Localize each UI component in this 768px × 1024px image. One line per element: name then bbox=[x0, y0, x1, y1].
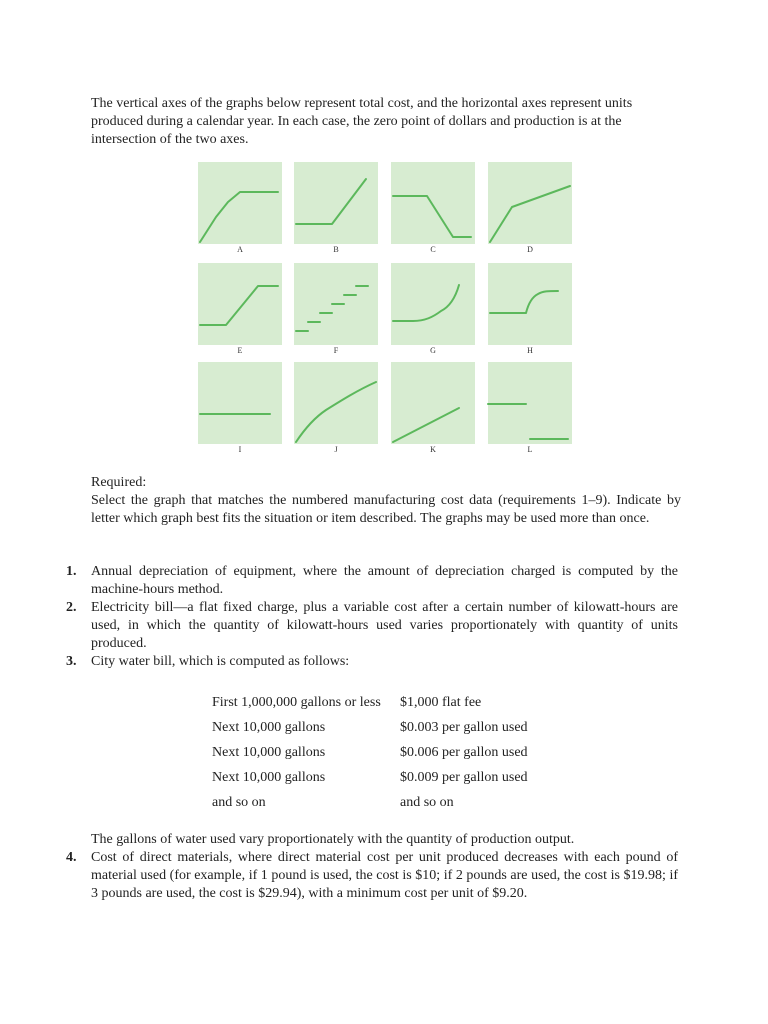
graph-a-line bbox=[200, 192, 278, 242]
graph-k-line bbox=[393, 408, 459, 442]
table-cell: $1,000 flat fee bbox=[400, 694, 482, 710]
graph-j-line bbox=[296, 382, 376, 442]
required-title: Required: bbox=[91, 475, 147, 490]
table-cell: First 1,000,000 gallons or less bbox=[212, 694, 381, 710]
table-row bbox=[212, 740, 528, 765]
graph-d-line bbox=[490, 186, 570, 242]
table-cell: and so on bbox=[400, 794, 454, 810]
graph-d bbox=[488, 162, 572, 254]
graph-b-panel bbox=[294, 162, 378, 244]
graph-g-line bbox=[393, 285, 459, 321]
list-item bbox=[66, 849, 678, 903]
graph-f-label: F bbox=[333, 346, 339, 355]
graph-e-line bbox=[200, 286, 278, 325]
graph-a bbox=[198, 162, 282, 254]
required-body: Select the graph that matches the numbered manufacturing cost data (requirements 1–9). Indicate by letter which graph best fits the situation or item described. The graphs may be used more than once. bbox=[91, 493, 681, 526]
table-row bbox=[212, 790, 528, 815]
table-row bbox=[212, 765, 528, 790]
table-cell: Next 10,000 gallons bbox=[212, 769, 326, 785]
graph-e bbox=[198, 263, 282, 355]
graph-j-label: J bbox=[334, 445, 338, 454]
graph-i-panel bbox=[198, 362, 282, 444]
graph-c-line bbox=[393, 196, 471, 237]
graph-j-panel bbox=[294, 362, 378, 444]
table-cell: $0.009 per gallon used bbox=[400, 769, 528, 785]
list-item bbox=[66, 653, 678, 671]
graph-a-panel bbox=[198, 162, 282, 244]
water-rate-table bbox=[212, 690, 528, 815]
list-item bbox=[66, 563, 678, 599]
graph-d-label: D bbox=[527, 245, 533, 254]
graph-b-line bbox=[296, 179, 366, 224]
graph-k bbox=[391, 362, 475, 454]
item-number: 2. bbox=[66, 600, 77, 615]
graph-l-panel bbox=[488, 362, 572, 444]
graph-f-panel bbox=[294, 263, 378, 345]
graph-l bbox=[488, 362, 572, 454]
graph-f bbox=[294, 263, 378, 355]
table-cell: Next 10,000 gallons bbox=[212, 744, 326, 760]
table-row bbox=[212, 715, 528, 740]
item-number: 1. bbox=[66, 564, 77, 579]
required-section bbox=[91, 474, 681, 528]
graph-k-panel bbox=[391, 362, 475, 444]
table-cell: $0.003 per gallon used bbox=[400, 719, 528, 735]
graph-j bbox=[294, 362, 378, 454]
graph-e-label: E bbox=[237, 346, 243, 355]
graph-grid bbox=[198, 162, 572, 458]
graph-h-line bbox=[490, 291, 558, 313]
graph-g bbox=[391, 263, 475, 355]
requirements-list bbox=[66, 563, 678, 671]
graph-e-panel bbox=[198, 263, 282, 345]
graph-a-label: A bbox=[237, 245, 243, 254]
table-cell: $0.006 per gallon used bbox=[400, 744, 528, 760]
graph-k-label: K bbox=[430, 445, 436, 454]
graph-c-panel bbox=[391, 162, 475, 244]
item-number: 3. bbox=[66, 654, 77, 669]
graph-c-label: C bbox=[430, 245, 436, 254]
requirements-list-continued bbox=[66, 849, 678, 903]
graph-h bbox=[488, 263, 572, 355]
item-text: Electricity bill—a flat fixed charge, plus a variable cost after a certain number of kilowatt-hours are used, in which the quantity of kilowatt-hours used varies proportionately with quantity of units produced. bbox=[91, 600, 678, 651]
graph-c bbox=[391, 162, 475, 254]
graph-d-panel bbox=[488, 162, 572, 244]
table-cell: Next 10,000 gallons bbox=[212, 719, 326, 735]
table-row bbox=[212, 690, 528, 715]
list-item bbox=[66, 599, 678, 653]
item-text: City water bill, which is computed as follows: bbox=[91, 654, 350, 669]
graph-b-label: B bbox=[333, 245, 339, 254]
item-number: 4. bbox=[66, 850, 77, 865]
graph-b bbox=[294, 162, 378, 254]
item-text: Cost of direct materials, where direct material cost per unit produced decreases with each pound of material used (for example, if 1 pound is used, the cost is $10; if 2 pounds are used, the cost is $19.98; if 3 pounds are used, the cost is $29.94), with a minimum cost per unit of $9.20. bbox=[91, 850, 678, 901]
graph-f-steps bbox=[296, 286, 368, 331]
graph-l-label: L bbox=[527, 445, 533, 454]
graph-h-panel bbox=[488, 263, 572, 345]
graph-i bbox=[198, 362, 282, 454]
graph-i-label: I bbox=[238, 445, 242, 454]
graph-g-label: G bbox=[430, 346, 436, 355]
item-text: Annual depreciation of equipment, where the amount of depreciation charged is computed by the machine-hours method. bbox=[91, 564, 678, 597]
intro-paragraph: The vertical axes of the graphs below represent total cost, and the horizontal axes represent units produced during a calendar year. In each case, the zero point of dollars and production is at the intersection of the two axes. bbox=[91, 96, 633, 147]
tail-paragraph: The gallons of water used vary proportionately with the quantity of production output. bbox=[91, 832, 575, 847]
table-cell: and so on bbox=[212, 794, 266, 810]
graph-g-panel bbox=[391, 263, 475, 345]
graph-h-label: H bbox=[527, 346, 533, 355]
